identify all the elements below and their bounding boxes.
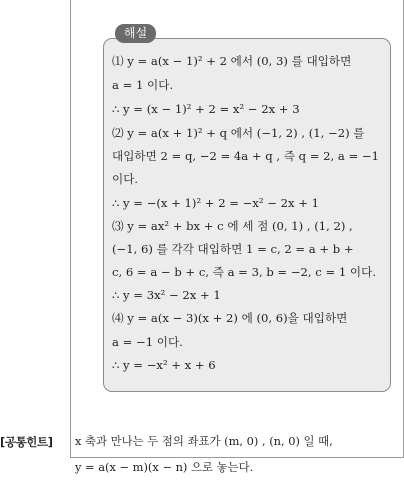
solution-line: c, 6 = a − b + c, 즉 a = 3, b = −2, c = 1 이다.: [112, 265, 377, 279]
solution-line: ⑶ y = ax² + bx + c 에 세 점 (0, 1) , (1, 2) ,: [112, 219, 353, 233]
solution-line: ⑴ y = a(x − 1)² + 2 에서 (0, 3) 를 대입하면: [112, 54, 352, 68]
hint-line: x 축과 만나는 두 점의 좌표가 (m, 0) , (n, 0) 일 때,: [75, 434, 333, 448]
solution-line: 이다.: [112, 172, 139, 186]
hint-line: y = a(x − m)(x − n) 으로 놓는다.: [75, 460, 254, 474]
solution-line: a = 1 이다.: [112, 78, 174, 92]
solution-line: ∴ y = 3x² − 2x + 1: [112, 288, 221, 302]
frame-left-border: [70, 0, 71, 458]
solution-line: ∴ y = −x² + x + 6: [112, 358, 216, 372]
solution-line: ⑷ y = a(x − 3)(x + 2) 에 (0, 6)을 대입하면: [112, 311, 348, 325]
frame-bottom-border: [70, 457, 404, 458]
solution-line: a = −1 이다.: [112, 335, 183, 349]
solution-line: ⑵ y = a(x + 1)² + q 에서 (−1, 2) , (1, −2) 를: [112, 126, 365, 140]
solution-tab: 해설: [115, 24, 156, 43]
hint-label: [공통힌트]: [0, 435, 53, 449]
solution-line: 대입하면 2 = q, −2 = 4a + q , 즉 q = 2, a = −1: [112, 149, 379, 163]
solution-line: (−1, 6) 를 각각 대입하면 1 = c, 2 = a + b +: [112, 242, 354, 256]
solution-line: ∴ y = (x − 1)² + 2 = x² − 2x + 3: [112, 102, 300, 116]
solution-line: ∴ y = −(x + 1)² + 2 = −x² − 2x + 1: [112, 196, 320, 210]
